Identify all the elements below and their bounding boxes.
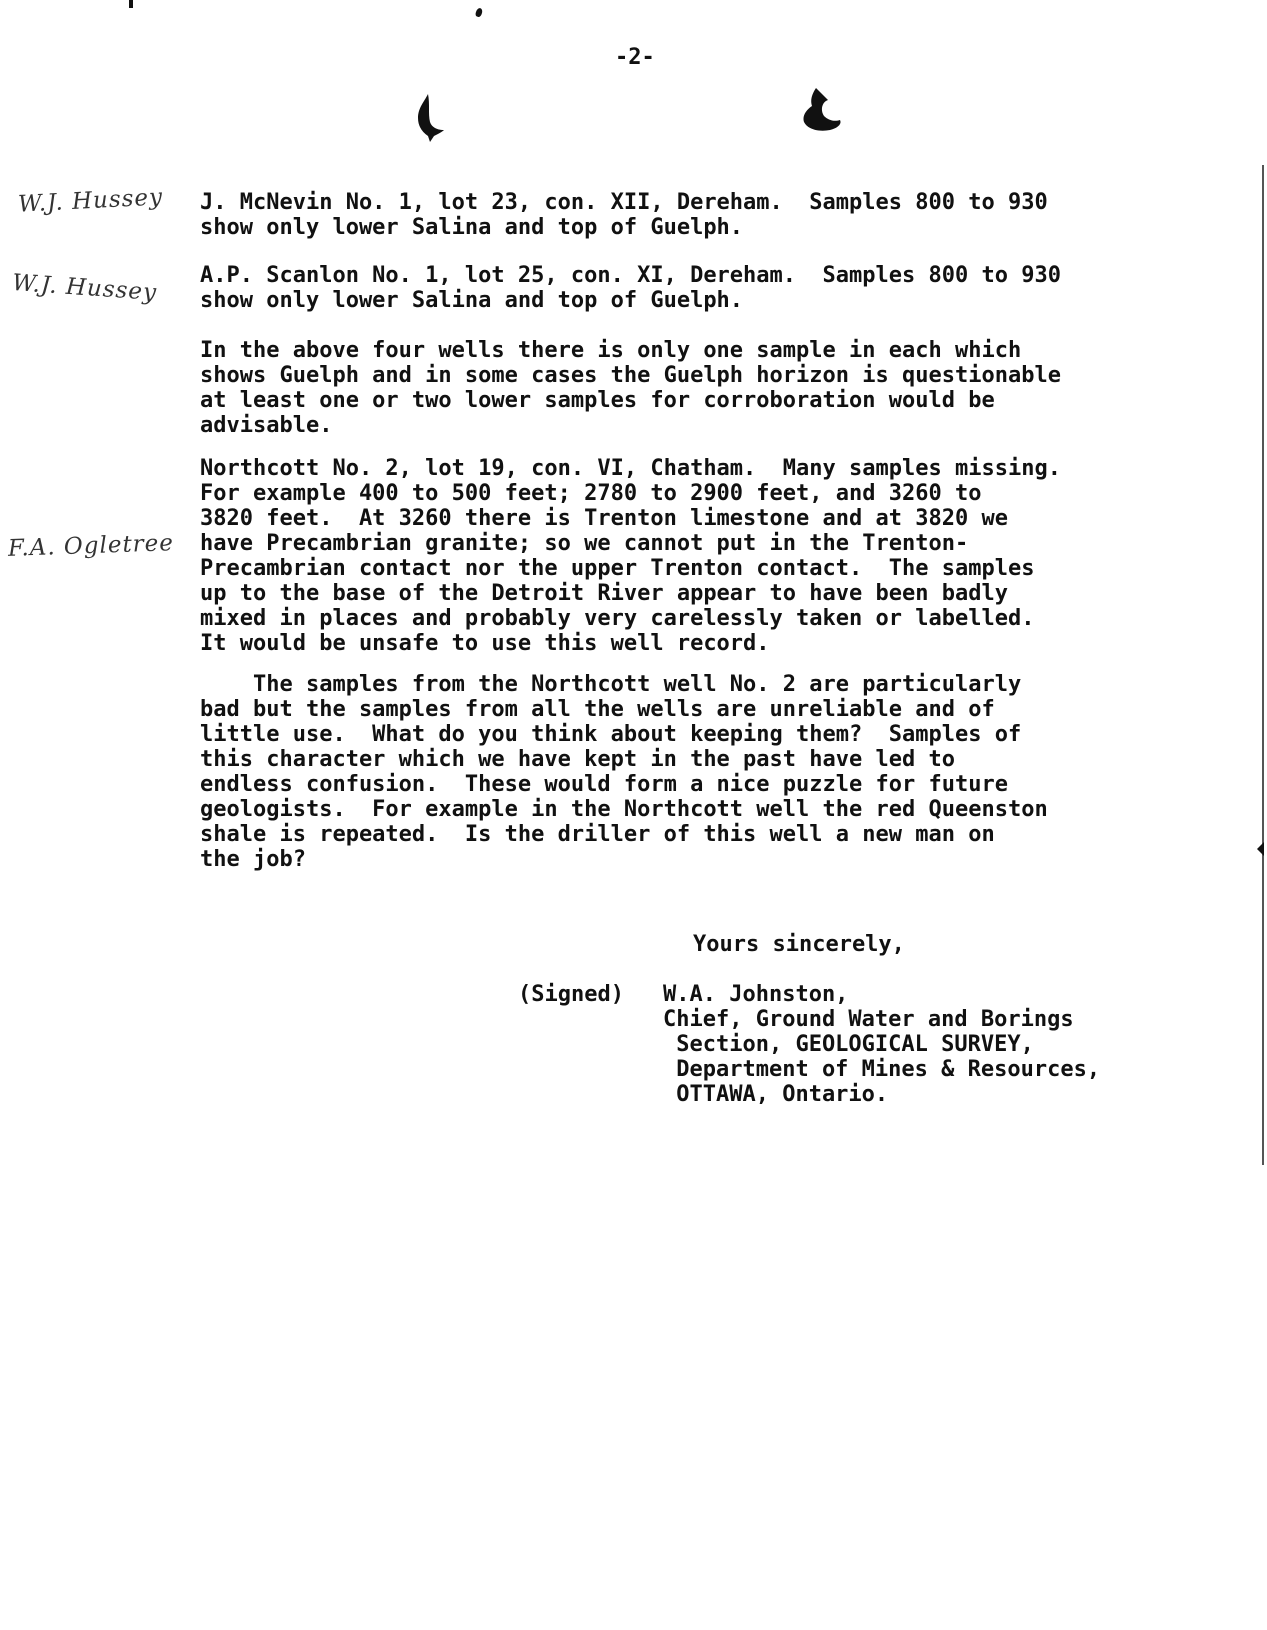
- page-number: -2-: [615, 45, 655, 70]
- margin-note-handwritten: W.J. Hussey: [17, 184, 164, 218]
- paragraph-scanlon-well: A.P. Scanlon No. 1, lot 25, con. XI, Dereham. Samples 800 to 930 show only lower Salina and top of Guelph.: [200, 263, 1061, 313]
- scan-mark: [129, 0, 133, 8]
- punch-hole-mark-right: [798, 86, 844, 136]
- scan-edge: [1262, 165, 1264, 1165]
- paragraph-mcnevin-well: J. McNevin No. 1, lot 23, con. XII, Dereham. Samples 800 to 930 show only lower Salina and top of Guelph.: [200, 190, 1048, 240]
- punch-hole-mark-left: [408, 92, 448, 144]
- closing-salutation: Yours sincerely,: [693, 932, 905, 957]
- paragraph-four-wells-summary: In the above four wells there is only one sample in each which shows Guelph and in some cases the Guelph horizon is questionable at least one or two lower samples for corroboration would be advisable.: [200, 338, 1061, 438]
- scan-edge-notch: [1257, 842, 1264, 856]
- signed-label: (Signed): [518, 982, 624, 1007]
- paragraph-northcott-well: Northcott No. 2, lot 19, con. VI, Chatham. Many samples missing. For example 400 to 500 feet; 2780 to 2900 feet, and 3260 to 3820 feet. At 3260 there is Trenton limestone and at 3820 we have Precambrian granite; so we cannot put in the Trenton- Precambrian contact nor the upper Trenton contact. The samples up to the base of the Detroit River appear to have been badly mixed in places and probably very carelessly taken or labelled. It would be unsafe to use this well record.: [200, 456, 1061, 656]
- margin-note-handwritten: W.J. Hussey: [11, 269, 158, 307]
- paragraph-conclusion: The samples from the Northcott well No. 2 are particularly bad but the samples from all the wells are unreliable and of little use. What do you think about keeping them? Samples of this character which we have kept in the past have led to endless confusion. These would form a nice puzzle for future geologists. For example in the Northcott well the red Queenston shale is repeated. Is the driller of this well a new man on the job?: [200, 672, 1048, 872]
- signature-block: W.A. Johnston, Chief, Ground Water and Borings Section, GEOLOGICAL SURVEY, Department of Mines & Resources, OTTAWA, Ontario.: [663, 982, 1101, 1107]
- scan-mark: [475, 7, 484, 18]
- margin-note-handwritten: F.A. Ogletree: [7, 530, 175, 562]
